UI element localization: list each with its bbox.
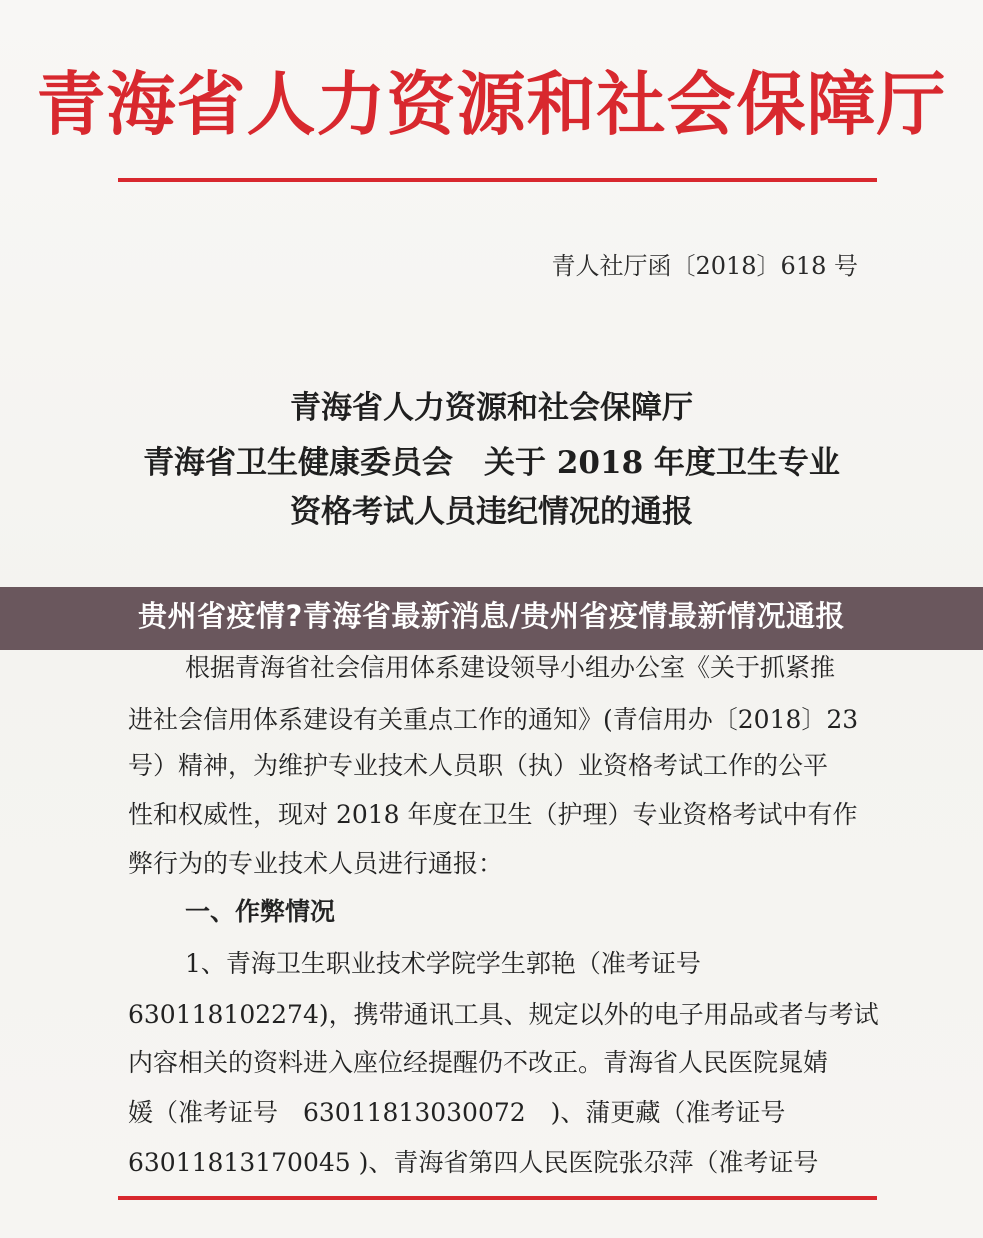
document-title-line-2: 青海省卫生健康委员会 关于 2018 年度卫生专业 — [143, 445, 840, 481]
red-rule-bottom — [118, 1196, 877, 1200]
document-title-line-1: 青海省人力资源和社会保障厅 — [290, 390, 693, 426]
document-number: 青人社厅函〔2018〕618 号 — [551, 252, 858, 280]
body-paragraph-2-line-3: 内容相关的资料进入座位经提醒仍不改正。青海省人民医院晁婧 — [128, 1048, 829, 1077]
body-paragraph-1-line-5: 弊行为的专业技术人员进行通报： — [128, 849, 504, 878]
body-paragraph-2-line-5: 63011813170045 )、青海省第四人民医院张尕萍（准考证号 — [128, 1148, 819, 1177]
body-paragraph-2-line-2: 630118102274)，携带通讯工具、规定以外的电子用品或者与考试 — [128, 1000, 879, 1029]
red-rule-top — [118, 178, 877, 182]
body-paragraph-1-line-3: 号）精神，为维护专业技术人员职（执）业资格考试工作的公平 — [128, 751, 829, 780]
letterhead-title: 青海省人力资源和社会保障厅 — [36, 64, 947, 145]
body-paragraph-2-line-1: 1、青海卫生职业技术学院学生郭艳（准考证号 — [185, 949, 701, 978]
document-title-line-3: 资格考试人员违纪情况的通报 — [290, 494, 693, 530]
headline-banner-text: 贵州省疫情?青海省最新消息/贵州省疫情最新情况通报 — [138, 599, 845, 633]
section-heading-cheating: 一、作弊情况 — [185, 897, 336, 926]
body-paragraph-1-line-4: 性和权威性，现对 2018 年度在卫生（护理）专业资格考试中有作 — [128, 800, 858, 829]
body-paragraph-1-line-2: 进社会信用体系建设有关重点工作的通知》(青信用办〔2018〕23 — [128, 705, 859, 734]
body-paragraph-1-line-1: 根据青海省社会信用体系建设领导小组办公室《关于抓紧推 — [185, 653, 836, 682]
body-paragraph-2-line-4: 媛（准考证号 63011813030072 )、蒲更藏（准考证号 — [128, 1098, 786, 1127]
